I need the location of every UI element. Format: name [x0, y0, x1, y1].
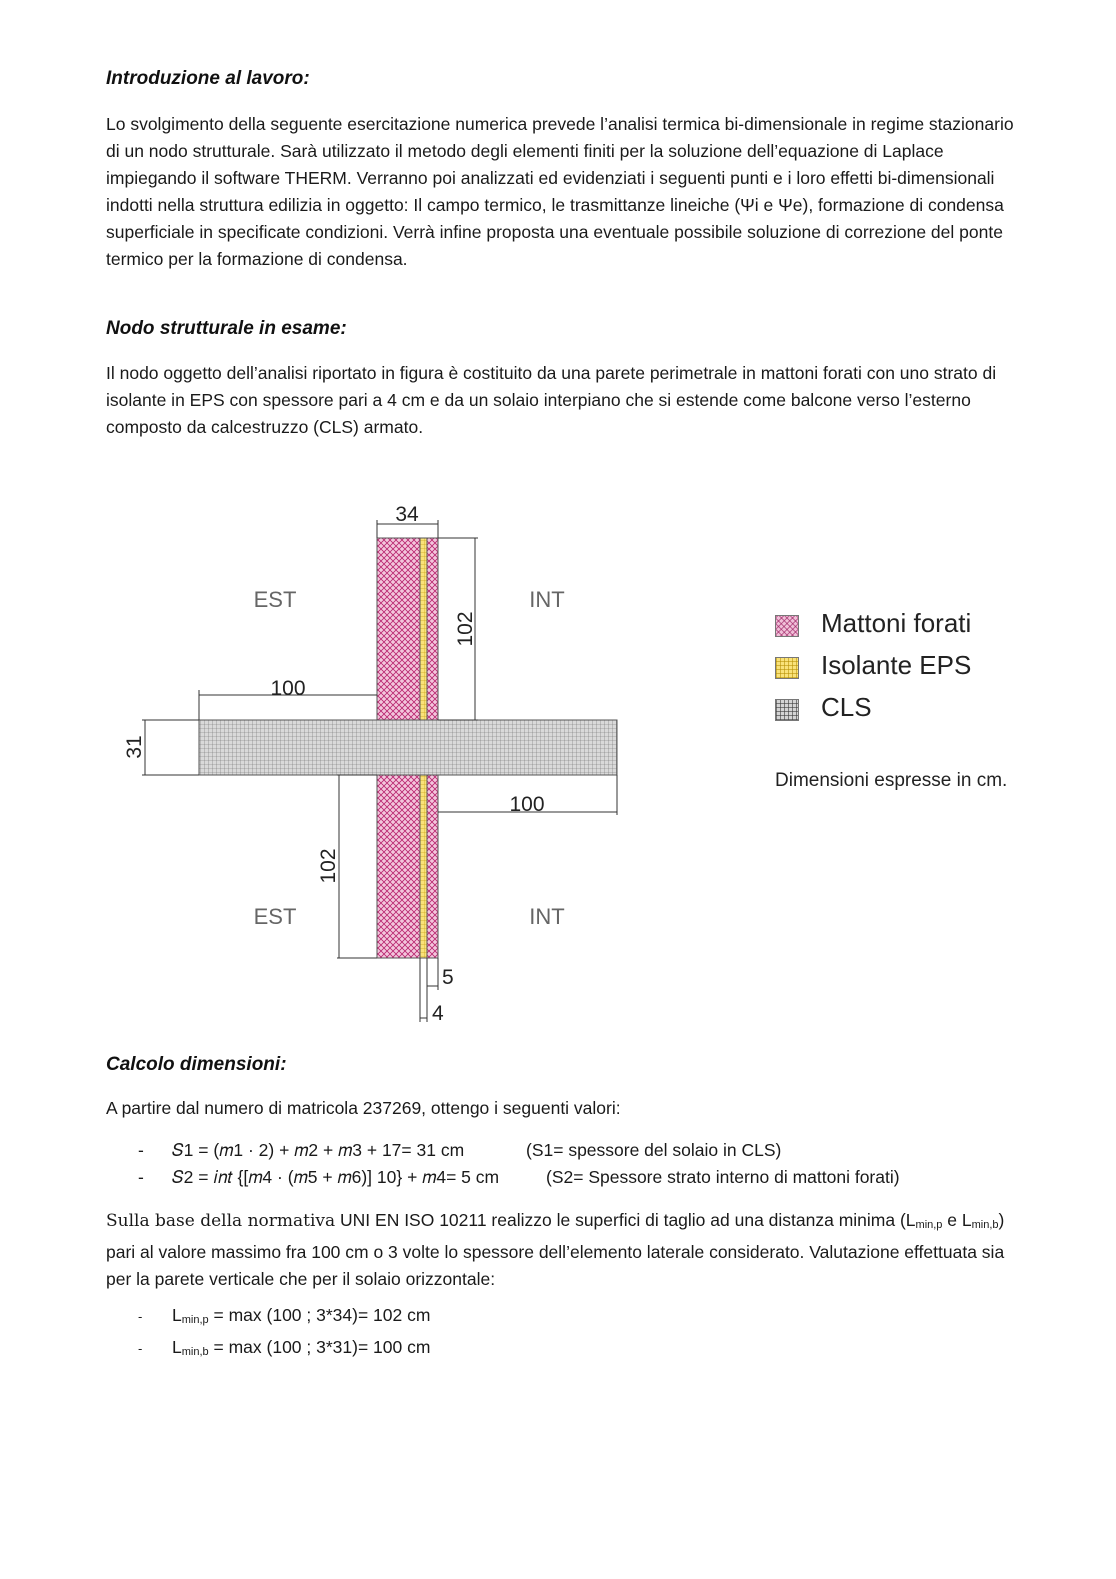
legend-label-eps: Isolante EPS [821, 650, 972, 680]
formula-s2: 𝑆2 = 𝑖𝑛𝑡 {[𝑚4 · (𝑚5 + 𝑚6)] 10} + 𝑚4= 5 cm [172, 1167, 500, 1187]
formula-s2-note: (S2= Spessore strato interno di mattoni forati) [546, 1167, 900, 1187]
legend-label-bricks: Mattoni forati [821, 608, 972, 638]
zone-int-bottom: INT [529, 904, 565, 929]
formula-s1-note: (S1= spessore del solaio in CLS) [526, 1140, 782, 1160]
dim-slab-thickness: 31 [123, 735, 146, 759]
norm-lead: Sulla base della normativa [106, 1211, 336, 1231]
lower-eps-layer [420, 775, 427, 958]
structural-node-figure [0, 490, 700, 1035]
intro-heading: Introduzione al lavoro: [106, 68, 310, 89]
dim-floor-length: 100 [509, 793, 545, 816]
norm-paragraph [106, 1207, 1016, 1293]
norm-text: UNI EN ISO 10211 realizzo le superfici di taglio ad una distanza minima ( [335, 1210, 906, 1230]
calc-heading: Calcolo dimensioni: [106, 1054, 287, 1075]
zone-ext-bottom: EST [253, 904, 297, 929]
formula-s1: 𝑆1 = (𝑚1 · 2) + 𝑚2 + 𝑚3 + 17= 31 cm [172, 1140, 465, 1160]
node-paragraph: Il nodo oggetto dell’analisi riportato in figura è costituito da una parete perimetrale in mattoni forati con uno strato di isolante in EPS con spessore pari a 4 cm e da un solaio interpiano che si estende come balcone verso l’esterno composto da calcestruzzo (CLS) armato. [106, 363, 997, 437]
upper-brick-wall [377, 538, 420, 720]
dim-inner-layer: 5 [442, 966, 454, 989]
results-list [138, 1302, 430, 1366]
result-lmin-b-sub: min,b [181, 1346, 209, 1358]
list-item: - $L_{min,p} = \max (100$ ; 3*34)= 102 cm [138, 1305, 431, 1326]
dim-wall-height-top: 102 [454, 611, 477, 647]
list-item: - 𝑆2 = 𝑖𝑛𝑡 {[𝑚4 · (𝑚5 + 𝑚6)] 10} + 𝑚4= 5 cm (S2= Spessore strato interno di mattoni forati) [138, 1164, 900, 1191]
result-lmin-p-base: L [172, 1305, 182, 1325]
lmin-b-sub: min,b [971, 1219, 999, 1231]
node-heading: Nodo strutturale in esame: [106, 318, 347, 339]
result-lmin-p-sub: min,p [181, 1314, 209, 1326]
formula-list [138, 1137, 900, 1191]
upper-eps-layer [420, 538, 427, 720]
legend-label-cls: CLS [821, 692, 872, 722]
lmin-b-base: L [961, 1210, 972, 1230]
intro-paragraph: Lo svolgimento della seguente esercitazione numerica prevede l’analisi termica bi-dimensionale in regime stazionario di un nodo strutturale. Sarà utilizzato il metodo degli elementi finiti per la soluzione dell’equazione di Laplace impiegando il software THERM. Verranno poi analizzati ed evidenziati i seguenti punti e i loro effetti bi-dimensionali indotti nella struttura edilizia in oggetto: Il campo termico, le trasmittanze lineiche (Ψi e Ψe), formazione di condensa superficiale in specificate condizioni. Verrà infine proposta una eventuale possibile soluzione di correzione del ponte termico per la formazione di condensa. [106, 114, 1014, 269]
norm-end: ) pari al valore massimo fra 100 cm o 3 volte lo spessore dell’elemento laterale considerato. Valutazione effettuata sia per la parete verticale che per il solaio orizzontale: [106, 1210, 1005, 1289]
dim-insulation: 4 [432, 1002, 444, 1025]
bricks-swatch [775, 615, 799, 637]
dim-wall-thickness: 34 [395, 503, 419, 526]
cls-swatch [775, 699, 799, 721]
lmin-p-sub: min,p [915, 1219, 943, 1231]
result-lmin-b: = max (100 ; 3*31)= 100 cm [208, 1337, 431, 1357]
result-lmin-p: = max (100 ; 3*34)= 102 cm [208, 1305, 431, 1325]
lower-inner-brick [427, 775, 438, 958]
norm-and: e [942, 1210, 962, 1230]
result-lmin-b-base: L [172, 1337, 182, 1357]
upper-inner-brick [427, 538, 438, 720]
dim-wall-height-bottom: 102 [317, 848, 340, 884]
eps-swatch [775, 657, 799, 679]
dim-balcony-length: 100 [270, 677, 306, 700]
list-item: - $L_{min,b} = \max (100$ ; 3*31)= 100 cm [138, 1337, 431, 1358]
zone-ext-top: EST [253, 587, 297, 612]
zone-int-top: INT [529, 587, 565, 612]
concrete-slab [199, 720, 617, 775]
units-note: Dimensioni espresse in cm. [775, 770, 1008, 791]
lmin-p-base: L [905, 1210, 916, 1230]
calc-intro: A partire dal numero di matricola 237269, ottengo i seguenti valori: [106, 1098, 621, 1118]
list-item: - 𝑆1 = (𝑚1 · 2) + 𝑚2 + 𝑚3 + 17= 31 cm (S1= spessore del solaio in CLS) [138, 1137, 900, 1164]
lower-brick-wall [377, 775, 420, 958]
